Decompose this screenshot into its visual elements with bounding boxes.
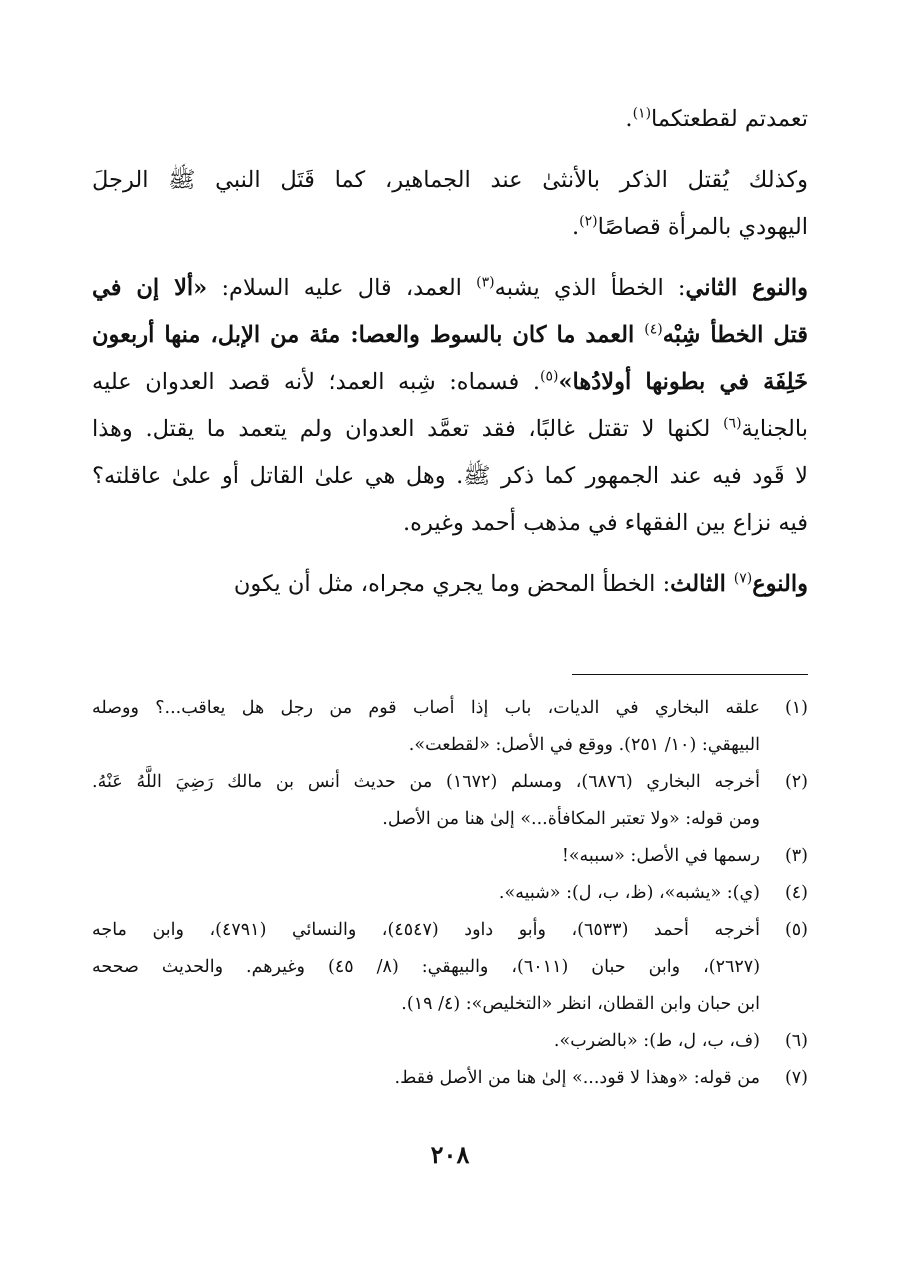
footnote-text: [92, 838, 760, 875]
footnote-text: [92, 690, 760, 764]
text-line: [92, 157, 808, 204]
paragraph: [92, 96, 808, 143]
text-segment: : الخطأ الذي يشبه: [494, 275, 686, 301]
footnote-number: (٦): [784, 1031, 808, 1051]
text-segment: العمد ما كان بالسوط والعصا: مئة من الإبل، منها أربعون: [92, 322, 645, 348]
text-line: [92, 359, 808, 406]
text-line: [92, 561, 808, 608]
footnote-number: (٧): [784, 1068, 808, 1088]
text-line: [92, 265, 808, 312]
footnote-marker: (٢): [579, 213, 598, 230]
paragraph: [92, 157, 808, 251]
text-segment: : الخطأ المحض وما يجري مجراه، مثل أن يكون: [233, 571, 671, 597]
footnote-number: (٣): [784, 846, 808, 866]
footnote-line: ابن حبان وابن القطان، انظر «التخليص»: (٤/ ١٩).: [401, 994, 760, 1014]
footnote: [92, 912, 808, 1023]
footnote-line: (ي): «يشبه»، (ظ، ب، ل): «شبيه».: [498, 883, 760, 903]
text-segment: .: [572, 214, 580, 240]
text-line: [92, 204, 808, 251]
text-segment: لكنها لا تقتل غالبًا، فقد تعمَّد العدوان ولم يتعمد ما يقتل. وهذا: [92, 416, 724, 442]
footnote: [92, 764, 808, 838]
footnote: [92, 690, 808, 764]
footnote-line: رسمها في الأصل: «سببه»!: [561, 846, 760, 866]
paragraph: [92, 265, 808, 547]
footnote-text: [92, 764, 760, 838]
text-segment: وكذلك يُقتل الذكر بالأنثىٰ عند الجماهير، كما قَتَل النبي ﷺ الرجلَ: [92, 167, 808, 193]
footnote-line: (٢٦٢٧)، وابن حبان (٦٠١١)، والبيهقي: (٨/ ٤٥) وغيرهم. والحديث صححه: [92, 957, 760, 977]
footnote-number: (٥): [784, 920, 808, 940]
footnote-number: (٢): [784, 772, 808, 792]
text-segment: لا قَود فيه عند الجمهور كما ذكر ﷺ. وهل هي علىٰ القاتل أو علىٰ عاقلته؟: [92, 463, 808, 489]
text-segment: . فسماه: شِبه العمد؛ لأنه قصد العدوان عليه: [92, 369, 540, 395]
footnote-number: (٤): [784, 883, 808, 903]
footnote-text: [92, 1060, 760, 1097]
footnotes: [92, 690, 808, 1097]
footnote-line: أخرجه أحمد (٦٥٣٣)، وأبو داود (٤٥٤٧)، والنسائي (٤٧٩١)، وابن ماجه: [92, 920, 760, 940]
footnote-marker: (٥): [539, 368, 559, 385]
text-segment: العمد، قال عليه السلام:: [207, 275, 477, 301]
text-segment: والنوع الثاني: [685, 275, 808, 301]
footnote: [92, 838, 808, 875]
footnote: [92, 875, 808, 912]
text-segment: بالجناية: [741, 416, 808, 442]
text-line: [92, 312, 808, 359]
footnote: [92, 1060, 808, 1097]
footnote-line: (ف، ب، ل، ط): «بالضرب».: [553, 1031, 760, 1051]
footnote-marker: (٤): [644, 321, 663, 338]
footnote-line: علقه البخاري في الديات، باب إذا أصاب قوم من رجل هل يعاقب...؟ ووصله: [92, 698, 760, 718]
footnote-line: أخرجه البخاري (٦٨٧٦)، ومسلم (١٦٧٢) من حديث أنس بن مالك رَضِيَ اللَّهُ عَنْهُ.: [92, 772, 760, 792]
footnote-text: [92, 1023, 760, 1060]
footnote-marker: (٧): [733, 570, 753, 587]
text-line: [92, 500, 808, 547]
text-line: [92, 96, 808, 143]
text-segment: «ألا إن في: [92, 275, 208, 301]
text-segment: الثالث: [670, 571, 734, 597]
text-segment: قتل الخطأ شِبْه: [662, 322, 808, 348]
footnote-line: من قوله: «وهذا لا قود...» إلىٰ هنا من الأصل فقط.: [394, 1068, 760, 1088]
text-segment: اليهودي بالمرأة قصاصًا: [597, 214, 808, 240]
footnote-text: [92, 912, 760, 1023]
page-number: ٢٠٨: [430, 1140, 470, 1169]
text-line: [92, 453, 808, 500]
footnote-line: ومن قوله: «ولا تعتبر المكافأة...» إلىٰ هنا من الأصل.: [382, 809, 760, 829]
text-segment: خَلِفَة في بطونها أولادُها»: [558, 369, 808, 395]
paragraph: [92, 561, 808, 608]
main-text: [92, 96, 808, 622]
text-segment: تعمدتم لقطعتكما: [651, 106, 808, 132]
text-segment: والنوع: [752, 571, 808, 597]
text-segment: .: [625, 106, 633, 132]
footnote-line: البيهقي: (١٠/ ٢٥١). ووقع في الأصل: «لقطعت».: [408, 735, 760, 755]
text-line: [92, 406, 808, 453]
footnote-number: (١): [784, 698, 808, 718]
footnote-separator: [572, 674, 808, 675]
footnote-text: [92, 875, 760, 912]
text-segment: فيه نزاع بين الفقهاء في مذهب أحمد وغيره.: [403, 510, 808, 536]
footnote-marker: (١): [632, 105, 652, 122]
footnote-marker: (٦): [723, 415, 742, 432]
footnote: [92, 1023, 808, 1060]
footnote-marker: (٣): [476, 274, 495, 291]
